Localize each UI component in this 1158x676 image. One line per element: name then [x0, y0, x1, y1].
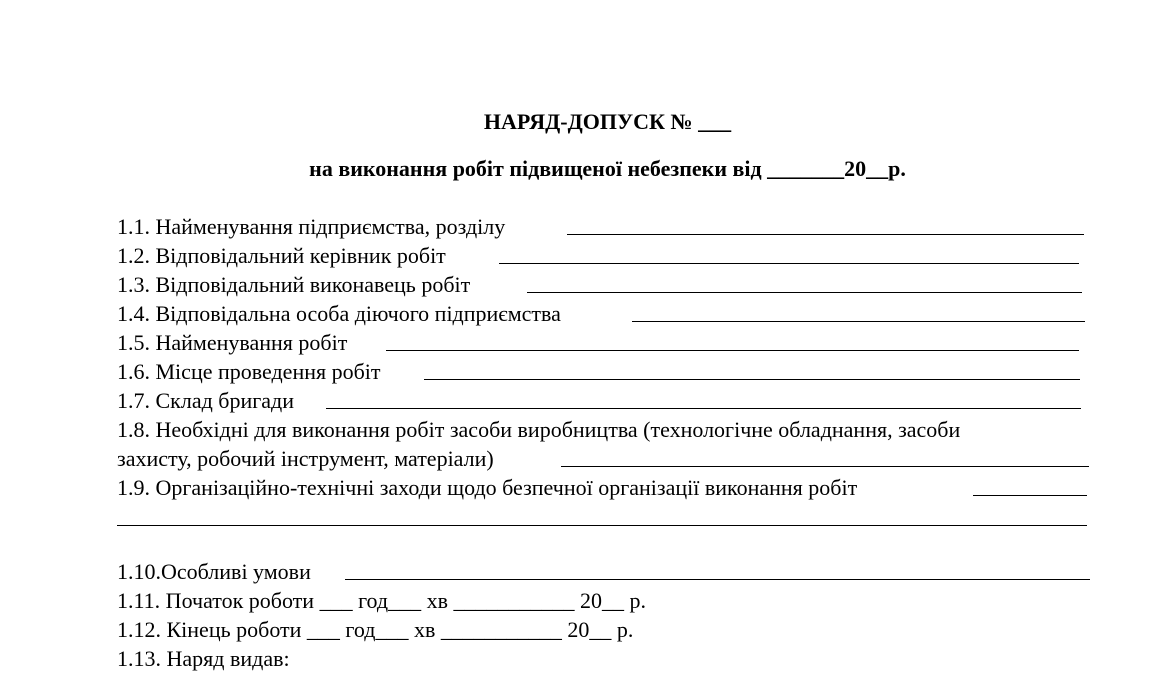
blank-field-1-10[interactable] — [345, 579, 1090, 580]
blank-field-1-1[interactable] — [567, 234, 1084, 235]
blank-field-1-8[interactable] — [561, 466, 1089, 467]
blank-field-1-9-continued[interactable] — [117, 525, 1087, 526]
item-1-6: 1.6. Місце проведення робіт — [117, 359, 381, 384]
item-1-13: 1.13. Наряд видав: — [117, 646, 290, 671]
item-1-8-line2: захисту, робочий інструмент, матеріали) — [117, 446, 494, 471]
item-1-8-line1: 1.8. Необхідні для виконання робіт засоби виробництва (технологічне обладнання, засоби — [117, 417, 961, 442]
document-title: НАРЯД-ДОПУСК № ___ — [483, 109, 732, 134]
item-1-4: 1.4. Відповідальна особа діючого підприємства — [117, 301, 561, 326]
item-1-7: 1.7. Склад бригади — [117, 388, 295, 413]
blank-field-1-3[interactable] — [527, 292, 1082, 293]
item-1-2: 1.2. Відповідальний керівник робіт — [117, 243, 446, 268]
blank-field-1-4[interactable] — [632, 321, 1085, 322]
blank-field-1-7[interactable] — [326, 408, 1081, 409]
blank-field-1-6[interactable] — [424, 379, 1080, 380]
item-1-9: 1.9. Організаційно-технічні заходи щодо безпечної організації виконання робіт — [117, 475, 858, 500]
blank-field-1-2[interactable] — [499, 263, 1079, 264]
item-1-12: 1.12. Кінець роботи ___ год___ хв ___________ 20__ р. — [117, 617, 634, 642]
blank-field-1-5[interactable] — [386, 350, 1079, 351]
item-1-1: 1.1. Найменування підприємства, розділу — [117, 214, 506, 239]
item-1-3: 1.3. Відповідальний виконавець робіт — [117, 272, 471, 297]
document-subtitle: на виконання робіт підвищеної небезпеки від _______20__р. — [309, 156, 906, 181]
item-1-5: 1.5. Найменування робіт — [117, 330, 348, 355]
blank-field-1-9[interactable] — [973, 495, 1087, 496]
item-1-11: 1.11. Початок роботи ___ год___ хв ___________ 20__ р. — [117, 588, 646, 613]
item-1-10: 1.10.Особливі умови — [117, 559, 311, 584]
